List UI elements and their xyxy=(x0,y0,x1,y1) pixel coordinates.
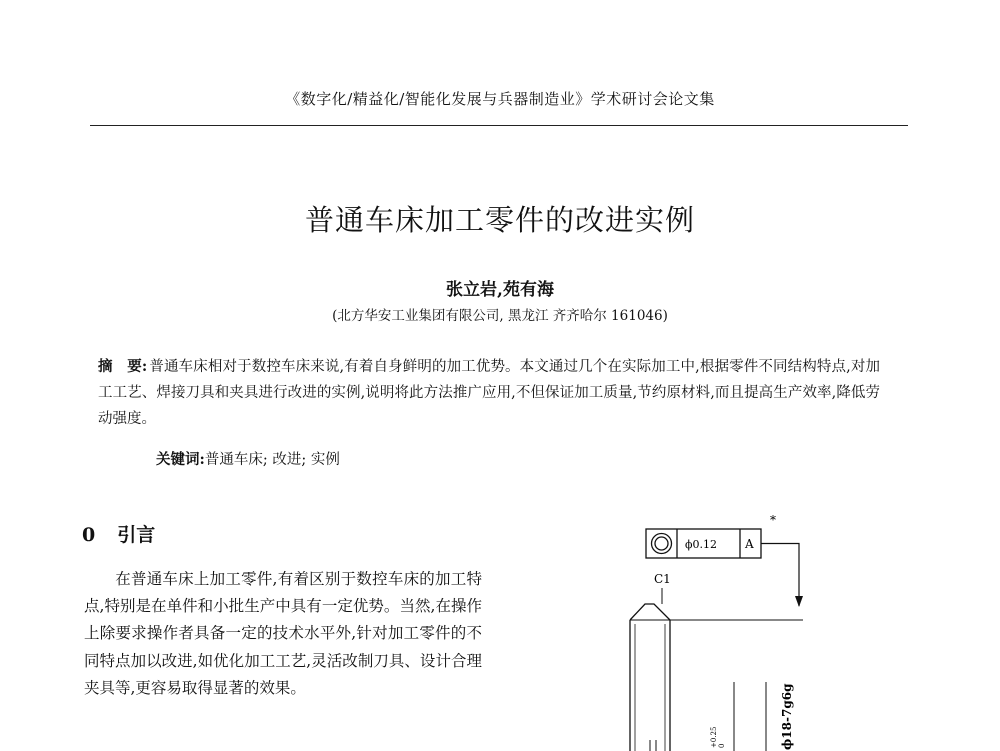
datum-letter: A xyxy=(745,537,754,551)
keywords-label: 关键词: xyxy=(156,451,205,468)
star-mark: * xyxy=(770,513,776,527)
small-tolerance-upper: +0.25 xyxy=(710,726,718,748)
keywords-text: 普通车床; 改进; 实例 xyxy=(204,452,340,468)
chamfer-label: C1 xyxy=(654,572,671,586)
abstract xyxy=(98,354,880,432)
paper-authors: 张立岩,苑有海 xyxy=(446,280,554,300)
datum-leader xyxy=(761,544,799,607)
keywords xyxy=(156,448,856,469)
paper-title: 普通车床加工零件的改进实例 xyxy=(304,203,695,237)
leader-arrow xyxy=(795,596,803,607)
intro-paragraph xyxy=(84,566,482,702)
running-head: 《数字化/精益化/智能化发展与兵器制造业》学术研讨会论文集 xyxy=(285,90,715,108)
section-heading xyxy=(82,520,155,547)
small-tolerance-lower: 0 xyxy=(718,743,726,748)
section-number: 0 xyxy=(82,524,96,546)
intro-paragraph-text: 在普通车床上加工零件,有着区别于数控车床的加工特点,特别是在单件和小批生产中具有一定优势。当然,在操作上除要求操作者具备一定的技术水平外,针对加工零件的不同特点加以改进,如优化加工工艺,灵活改制刀具、设计合理夹具等,更容易取得显著的效果。 xyxy=(84,570,482,697)
abstract-text: 普通车床相对于数控车床来说,有着自身鲜明的加工优势。本文通过几个在实际加工中,根据零件不同结构特点,对加工工艺、焊接刀具和夹具进行改进的实例,说明将此方法推广应用,不但保证加工质量,节约原材料,而且提高生产效率,降低劳动强度。 xyxy=(98,359,880,427)
tolerance-value: ϕ0.12 xyxy=(685,538,717,551)
abstract-label: 摘 要: xyxy=(98,358,148,375)
dimension-lines xyxy=(650,682,766,751)
feature-control-frame xyxy=(646,529,761,558)
fit-dimension-label: ϕ18-7g6g xyxy=(780,683,794,750)
technical-drawing xyxy=(590,512,820,751)
section-title: 引言 xyxy=(117,524,156,546)
paper-affiliation: (北方华安工业集团有限公司, 黑龙江 齐齐哈尔 161046) xyxy=(332,308,668,324)
header-rule xyxy=(90,125,908,126)
